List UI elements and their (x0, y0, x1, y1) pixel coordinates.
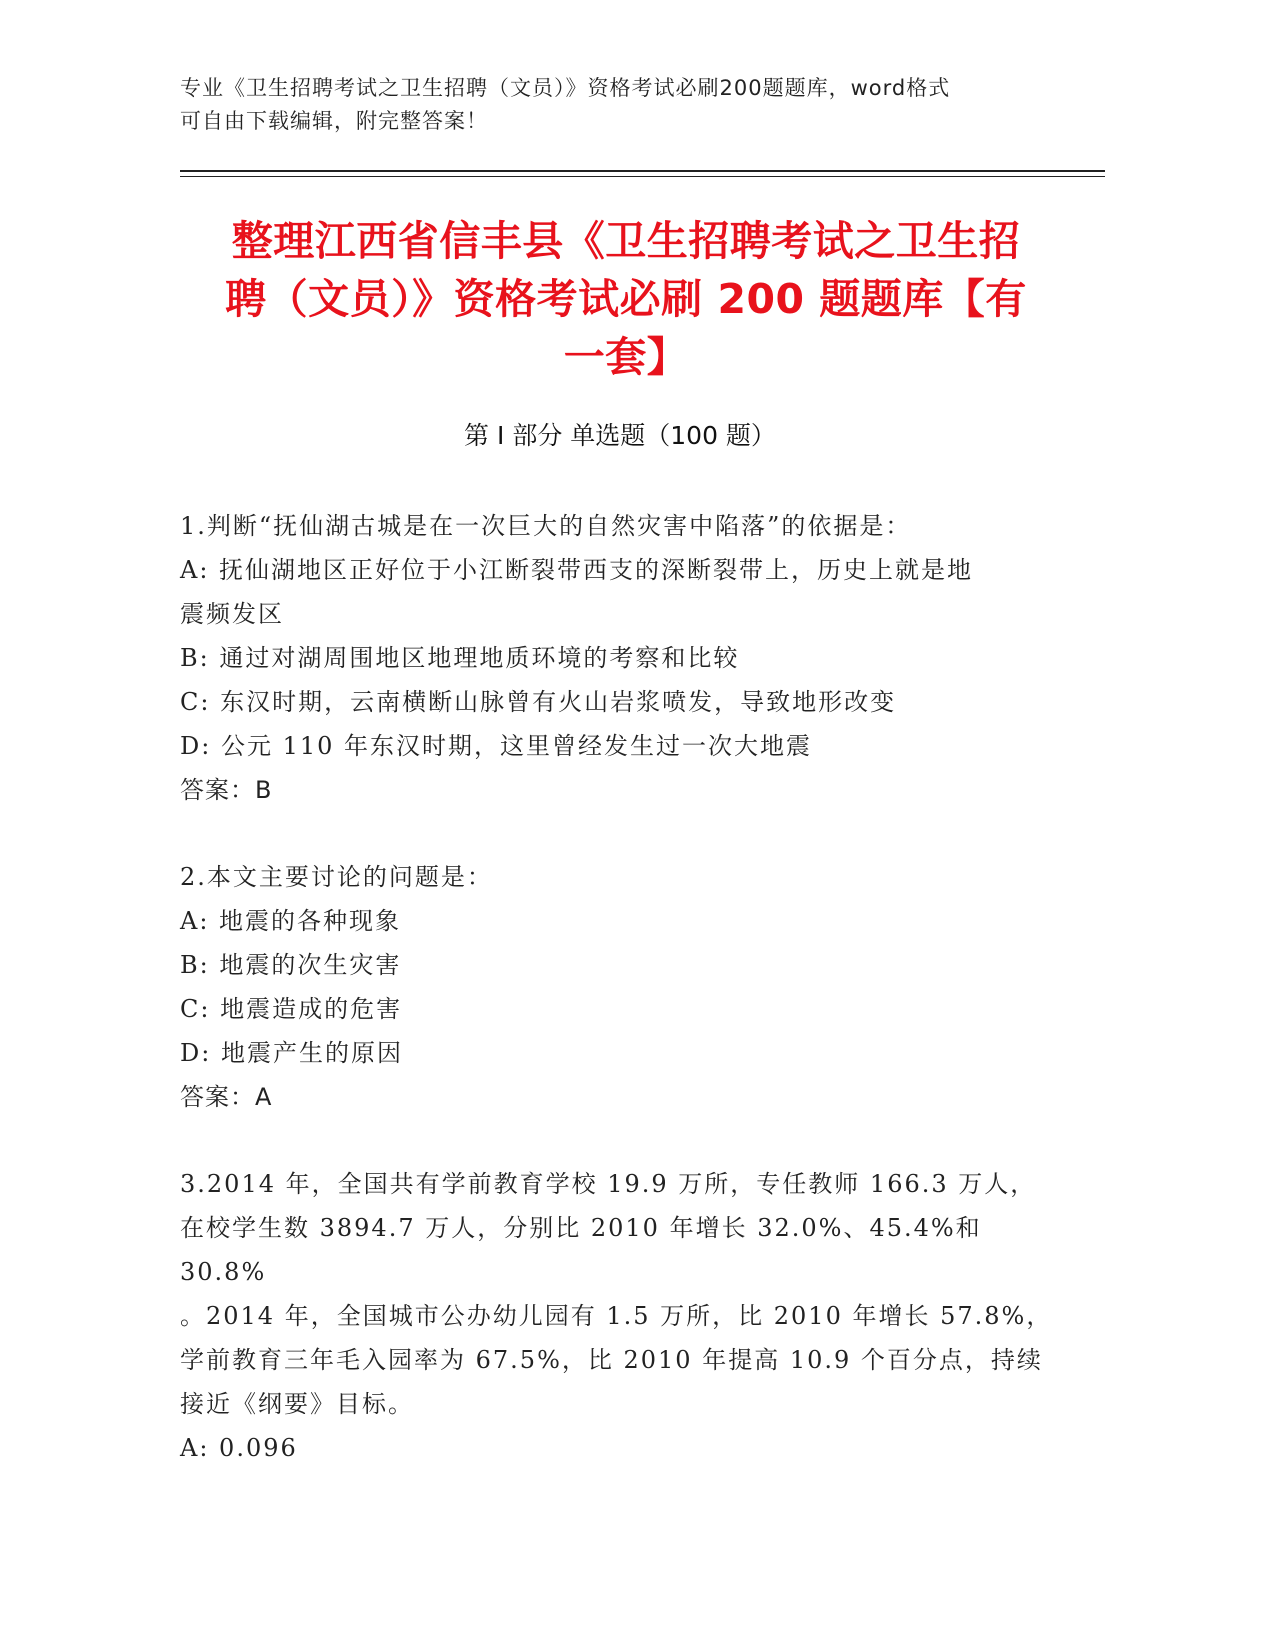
question-stem: 1.判断“抚仙湖古城是在一次巨大的自然灾害中陷落”的依据是： (180, 512, 912, 540)
option-c: C: 地震造成的危害 (180, 995, 403, 1023)
header-divider-thick (180, 170, 1105, 172)
option-a-continued: 震频发区 (180, 600, 284, 628)
option-d: D: 公元 110 年东汉时期，这里曾经发生过一次大地震 (180, 732, 813, 760)
option-a: A: 0.096 (180, 1434, 298, 1462)
answer-label: 答案：A (180, 1083, 273, 1111)
question-stem-line-1: 3.2014 年，全国共有学前教育学校 19.9 万所，专任教师 166.3 万人， (180, 1170, 1037, 1198)
question-list (180, 504, 1060, 1513)
header-divider-thin (180, 176, 1105, 177)
option-b: B: 通过对湖周围地区地理地质环境的考察和比较 (180, 644, 740, 672)
question-1 (180, 504, 1060, 812)
option-d: D: 地震产生的原因 (180, 1039, 403, 1067)
header-line-2: 可自由下载编辑，附完整答案！ (180, 109, 488, 133)
title-line-2: 聘（文员）》资格考试必刷 200 题题库【有 (225, 275, 1027, 323)
option-b: B: 地震的次生灾害 (180, 951, 402, 979)
question-stem: 2.本文主要讨论的问题是： (180, 863, 493, 891)
header-line-1: 专业《卫生招聘考试之卫生招聘（文员）》资格考试必刷200题题库，word格式 (180, 76, 951, 100)
document-header-note (180, 72, 1060, 138)
question-3 (180, 1162, 1060, 1470)
document-title (186, 212, 1066, 386)
title-line-1: 整理江西省信丰县《卫生招聘考试之卫生招 (231, 217, 1021, 265)
question-stem-line-4: 学前教育三年毛入园率为 67.5%，比 2010 年提高 10.9 个百分点，持续 (180, 1346, 1043, 1374)
section-heading: 第 I 部分 单选题（100 题） (464, 421, 776, 450)
answer-label: 答案：B (180, 776, 273, 804)
question-2 (180, 855, 1060, 1119)
option-a: A: 地震的各种现象 (180, 907, 402, 935)
question-stem-line-3: 。2014 年，全国城市公办幼儿园有 1.5 万所，比 2010 年增长 57.8%， (180, 1302, 1053, 1330)
option-c: C: 东汉时期，云南横断山脉曾有火山岩浆喷发，导致地形改变 (180, 688, 897, 716)
option-a: A: 抚仙湖地区正好位于小江断裂带西支的深断裂带上，历史上就是地 (180, 556, 974, 584)
title-line-3: 一套】 (563, 333, 689, 381)
question-stem-line-2: 在校学生数 3894.7 万人，分别比 2010 年增长 32.0%、45.4%和 30.8% (180, 1214, 982, 1286)
question-stem-line-5: 接近《纲要》目标。 (180, 1390, 414, 1418)
